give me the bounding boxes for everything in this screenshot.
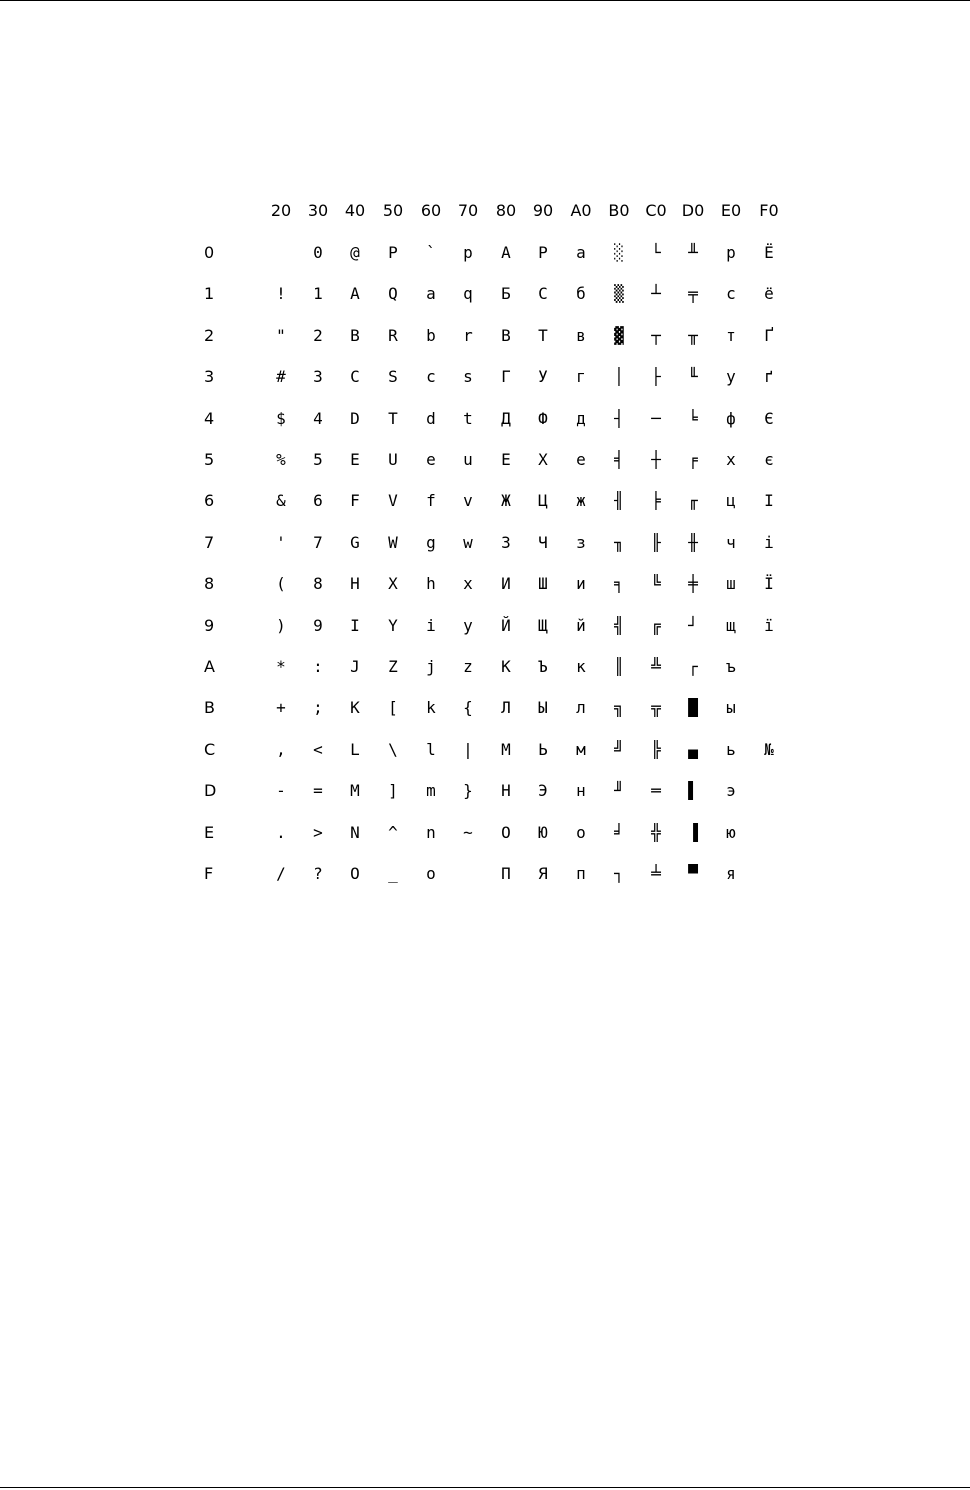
char-cell-4-80: Д [501,408,511,428]
column-header-90: 90 [532,201,554,220]
column-header-80: 80 [495,201,517,220]
char-cell-C-30: < [313,739,323,759]
row-header-E: E [204,822,215,842]
char-cell-A-60: j [426,657,436,676]
char-cell-6-30: 6 [313,491,323,511]
char-cell-8-B0: ╕ [614,574,624,594]
char-cell-7-C0: ╟ [651,532,661,552]
char-cell-7-30: 7 [313,532,323,552]
char-cell-9-E0: щ [726,615,736,635]
char-cell-E-70: ~ [463,822,473,842]
char-cell-2-F0: Ґ [764,325,774,345]
row-header-3: 3 [204,367,215,387]
char-cell-8-90: Ш [538,574,548,594]
char-cell-C-20: , [276,739,286,759]
char-cell-1-F0: ё [764,284,774,304]
column-header-D0: D0 [681,201,705,220]
char-cell-A-D0: ┌ [688,657,698,676]
char-cell-F-60: o [426,864,436,883]
char-cell-A-40: J [350,657,360,676]
row-header-B: B [204,698,215,718]
char-cell-A-90: Ъ [538,657,548,676]
char-cell-9-90: Щ [538,615,548,635]
char-cell-D-A0: н [576,781,586,801]
char-cell-D-40: M [350,781,360,801]
char-cell-7-A0: з [576,532,586,552]
char-cell-E-30: > [313,822,323,842]
char-cell-5-30: 5 [313,450,323,469]
char-cell-6-40: F [350,491,360,511]
char-cell-5-A0: е [576,450,586,469]
char-cell-8-D0: ╪ [688,574,698,594]
char-cell-F-40: O [350,864,360,883]
char-cell-2-E0: т [726,325,736,345]
char-cell-D-E0: э [726,781,736,801]
char-cell-6-60: f [426,491,436,511]
char-cell-5-40: E [350,450,360,469]
char-cell-2-30: 2 [313,325,323,345]
char-cell-5-F0: є [764,450,774,469]
char-cell-F-E0: я [726,864,736,883]
char-cell-B-30: ; [313,698,323,718]
char-cell-A-70: z [463,657,473,676]
char-cell-2-C0: ┬ [651,325,661,345]
char-cell-B-80: Л [501,698,511,718]
char-cell-7-F0: і [764,532,774,552]
column-header-A0: A0 [570,201,592,220]
char-cell-F-50: _ [388,864,398,883]
char-cell-7-60: g [426,532,436,552]
char-cell-2-90: Т [538,325,548,345]
char-cell-3-90: У [538,367,548,387]
char-cell-9-A0: й [576,615,586,635]
char-cell-8-60: h [426,574,436,594]
char-cell-F-A0: п [576,864,586,883]
char-cell-C-90: Ь [538,739,548,759]
char-cell-E-D0: ▐ [688,822,698,842]
char-cell-3-50: S [388,367,398,387]
char-cell-6-90: Ц [538,491,548,511]
char-cell-F-80: П [501,864,511,883]
char-cell-1-70: q [463,284,473,304]
char-cell-4-70: t [463,408,473,428]
char-cell-E-50: ^ [388,822,398,842]
column-header-20: 20 [270,201,292,220]
char-cell-6-D0: ╓ [688,491,698,511]
char-cell-E-90: Ю [538,822,548,842]
row-header-6: 6 [204,491,215,511]
char-cell-D-D0: ▌ [688,781,698,801]
char-cell-7-20: ' [276,532,286,552]
char-cell-2-20: " [276,325,286,345]
char-cell-E-E0: ю [726,822,736,842]
char-cell-2-80: В [501,325,511,345]
char-cell-6-C0: ╞ [651,491,661,511]
char-cell-6-E0: ц [726,491,736,511]
char-cell-7-D0: ╫ [688,532,698,552]
char-cell-0-E0: р [726,243,736,262]
char-cell-1-50: Q [388,284,398,304]
char-cell-1-90: С [538,284,548,304]
column-header-E0: E0 [720,201,742,220]
char-cell-9-80: Й [501,615,511,635]
char-cell-4-F0: Є [764,408,774,428]
char-cell-B-40: K [350,698,360,718]
char-cell-F-D0: ▀ [688,864,698,883]
char-cell-9-30: 9 [313,615,323,635]
char-cell-2-A0: в [576,325,586,345]
row-header-7: 7 [204,532,215,552]
char-cell-C-40: L [350,739,360,759]
char-cell-6-B0: ╢ [614,491,624,511]
column-header-B0: B0 [608,201,630,220]
char-cell-A-30: : [313,657,323,676]
char-cell-6-50: V [388,491,398,511]
row-header-0: 0 [204,243,215,262]
char-cell-2-40: B [350,325,360,345]
char-cell-9-B0: ╣ [614,615,624,635]
char-cell-C-A0: м [576,739,586,759]
char-cell-6-F0: І [764,491,774,511]
row-header-9: 9 [204,615,215,635]
char-cell-0-80: А [501,243,511,262]
char-cell-4-E0: ф [726,408,736,428]
char-cell-D-B0: ╜ [614,781,624,801]
char-cell-6-20: & [276,491,286,511]
char-cell-B-A0: л [576,698,586,718]
char-cell-3-F0: ґ [764,367,774,387]
row-header-F: F [204,864,214,883]
char-cell-0-B0: ░ [614,243,624,262]
char-cell-6-70: v [463,491,473,511]
char-cell-B-70: { [463,698,473,718]
char-cell-C-F0: № [764,739,774,759]
char-cell-B-C0: ╦ [651,698,661,718]
char-cell-9-20: ) [276,615,286,635]
char-cell-E-A0: о [576,822,586,842]
char-cell-0-70: p [463,243,473,262]
char-cell-F-30: ? [313,864,323,883]
char-cell-C-50: \ [388,739,398,759]
char-cell-9-60: i [426,615,436,635]
char-cell-0-60: ` [426,243,436,262]
char-cell-5-70: u [463,450,473,469]
char-cell-3-60: c [426,367,436,387]
char-cell-1-80: Б [501,284,511,304]
char-cell-6-A0: ж [576,491,586,511]
row-header-8: 8 [204,574,215,594]
char-cell-4-D0: ╘ [688,408,698,428]
char-cell-4-60: d [426,408,436,428]
char-cell-3-30: 3 [313,367,323,387]
char-cell-0-F0: Ё [764,243,774,262]
char-cell-8-F0: Ї [764,574,774,594]
column-header-50: 50 [382,201,404,220]
char-cell-5-E0: х [726,450,736,469]
char-cell-C-80: М [501,739,511,759]
char-cell-8-30: 8 [313,574,323,594]
char-cell-1-40: A [350,284,360,304]
char-cell-4-40: D [350,408,360,428]
char-cell-A-50: Z [388,657,398,676]
char-cell-2-D0: ╥ [688,325,698,345]
char-cell-8-20: ( [276,574,286,594]
char-cell-A-E0: ъ [726,657,736,676]
char-cell-7-90: Ч [538,532,548,552]
char-cell-7-50: W [388,532,398,552]
row-header-2: 2 [204,325,215,345]
char-cell-4-C0: ─ [651,408,661,428]
char-cell-F-B0: ┐ [614,864,624,883]
char-cell-6-80: Ж [501,491,511,511]
char-cell-5-B0: ╡ [614,450,624,469]
char-cell-F-90: Я [538,864,548,883]
char-cell-5-90: Х [538,450,548,469]
column-header-40: 40 [344,201,366,220]
bottom-rule [0,1487,970,1488]
char-cell-4-20: $ [276,408,286,428]
char-cell-0-50: P [388,243,398,262]
row-header-1: 1 [204,284,215,304]
char-cell-3-C0: ├ [651,367,661,387]
char-cell-B-50: [ [388,698,398,718]
char-cell-0-90: Р [538,243,548,262]
char-cell-1-60: a [426,284,436,304]
char-cell-D-C0: ═ [651,781,661,801]
column-header-70: 70 [457,201,479,220]
char-cell-1-20: ! [276,284,286,304]
char-cell-F-20: / [276,864,286,883]
row-header-D: D [204,781,217,801]
char-cell-D-30: = [313,781,323,801]
char-cell-3-70: s [463,367,473,387]
char-cell-9-D0: ┘ [688,615,698,635]
char-cell-8-80: И [501,574,511,594]
char-cell-9-C0: ╔ [651,615,661,635]
char-cell-F-C0: ╧ [651,864,661,883]
char-cell-D-80: Н [501,781,511,801]
char-cell-0-30: 0 [313,243,323,262]
char-cell-3-80: Г [501,367,511,387]
char-cell-8-E0: ш [726,574,736,594]
char-cell-3-40: C [350,367,360,387]
char-cell-C-B0: ╝ [614,739,624,759]
char-cell-B-D0: █ [688,698,698,718]
char-cell-2-70: r [463,325,473,345]
char-cell-B-B0: ╗ [614,698,624,718]
char-cell-D-50: ] [388,781,398,801]
column-header-F0: F0 [759,201,779,220]
column-header-C0: C0 [645,201,667,220]
char-cell-A-B0: ║ [614,657,624,676]
char-cell-E-60: n [426,822,436,842]
char-cell-9-40: I [350,615,360,635]
char-cell-3-20: # [276,367,286,387]
char-cell-3-E0: у [726,367,736,387]
char-cell-D-90: Э [538,781,548,801]
char-cell-0-40: @ [350,243,360,262]
char-cell-E-B0: ╛ [614,822,624,842]
char-cell-1-30: 1 [313,284,323,304]
char-cell-5-C0: ┼ [651,450,661,469]
char-cell-1-D0: ╤ [688,284,698,304]
char-cell-8-70: x [463,574,473,594]
char-cell-4-B0: ┤ [614,408,624,428]
char-cell-1-E0: с [726,284,736,304]
char-cell-9-50: Y [388,615,398,635]
char-cell-5-20: % [276,450,286,469]
char-cell-1-B0: ▒ [614,284,624,304]
char-cell-E-80: О [501,822,511,842]
char-cell-8-A0: и [576,574,586,594]
char-cell-4-90: Ф [538,408,548,428]
char-cell-4-30: 4 [313,408,323,428]
char-cell-5-D0: ╒ [688,450,698,469]
char-cell-9-F0: ї [764,615,774,635]
char-cell-D-20: - [276,781,286,801]
column-header-60: 60 [420,201,442,220]
char-cell-C-70: | [463,739,473,759]
char-cell-8-50: X [388,574,398,594]
char-cell-0-C0: └ [651,243,661,262]
char-cell-8-C0: ╚ [651,574,661,594]
row-header-4: 4 [204,408,215,428]
char-cell-5-80: Е [501,450,511,469]
char-cell-2-50: R [388,325,398,345]
char-cell-B-90: Ы [538,698,548,718]
char-cell-C-C0: ╠ [651,739,661,759]
char-cell-E-40: N [350,822,360,842]
char-cell-B-20: + [276,698,286,718]
char-cell-2-60: b [426,325,436,345]
char-cell-A-80: К [501,657,511,676]
char-cell-D-60: m [426,781,436,801]
char-cell-3-B0: │ [614,367,624,387]
char-cell-7-E0: ч [726,532,736,552]
char-cell-1-C0: ┴ [651,284,661,304]
char-cell-2-B0: ▓ [614,325,624,345]
char-cell-9-70: y [463,615,473,635]
char-cell-D-70: } [463,781,473,801]
char-cell-3-A0: г [576,367,586,387]
char-cell-E-C0: ╬ [651,822,661,842]
char-cell-5-50: U [388,450,398,469]
char-cell-4-50: T [388,408,398,428]
column-header-30: 30 [307,201,329,220]
char-cell-A-A0: к [576,657,586,676]
char-cell-A-C0: ╩ [651,657,661,676]
row-header-C: C [204,739,216,759]
row-header-A: A [204,657,215,676]
row-header-5: 5 [204,450,215,469]
char-cell-C-D0: ▄ [688,739,698,759]
char-cell-C-60: l [426,739,436,759]
char-cell-8-40: H [350,574,360,594]
char-cell-A-20: * [276,657,286,676]
char-cell-7-70: w [463,532,473,552]
char-cell-B-E0: ы [726,698,736,718]
char-cell-0-D0: ╨ [688,243,698,262]
char-cell-E-20: . [276,822,286,842]
char-cell-C-E0: ь [726,739,736,759]
char-cell-4-A0: д [576,408,586,428]
char-cell-7-40: G [350,532,360,552]
char-cell-3-D0: ╙ [688,367,698,387]
char-cell-7-80: З [501,532,511,552]
char-cell-0-A0: а [576,243,586,262]
char-cell-5-60: e [426,450,436,469]
char-cell-B-60: k [426,698,436,718]
char-cell-7-B0: ╖ [614,532,624,552]
char-cell-1-A0: б [576,284,586,304]
